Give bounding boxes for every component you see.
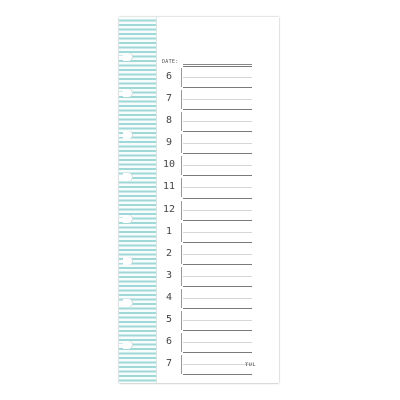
hour-rows xyxy=(157,66,279,375)
hour-divider xyxy=(181,134,182,153)
half-hour-line[interactable] xyxy=(183,232,252,233)
hour-row[interactable] xyxy=(157,287,279,309)
hour-divider xyxy=(181,223,182,242)
hour-row[interactable] xyxy=(157,353,279,375)
hour-label: 9 xyxy=(165,137,173,149)
hour-label: 1 xyxy=(165,225,173,237)
hour-label: 7 xyxy=(165,93,173,105)
notch-slot xyxy=(119,92,125,95)
hour-row[interactable] xyxy=(157,132,279,154)
hour-label: 6 xyxy=(165,71,173,82)
half-hour-line[interactable] xyxy=(183,121,252,122)
notch-slot xyxy=(119,134,125,137)
half-hour-line[interactable] xyxy=(183,165,252,166)
hour-divider xyxy=(181,267,182,286)
hour-divider xyxy=(181,333,182,352)
half-hour-line[interactable] xyxy=(183,77,252,78)
hour-row[interactable] xyxy=(157,176,279,198)
half-hour-line[interactable] xyxy=(183,364,252,365)
hour-row[interactable] xyxy=(157,199,279,221)
hour-label: 7 xyxy=(165,358,173,370)
half-hour-line[interactable] xyxy=(183,99,252,100)
hour-row[interactable] xyxy=(157,221,279,243)
notch-slot xyxy=(119,260,125,263)
notch-slot xyxy=(119,344,125,347)
hour-rule-top xyxy=(183,66,252,67)
binding-stripe xyxy=(119,17,156,383)
half-hour-line[interactable] xyxy=(183,254,252,255)
hour-divider xyxy=(181,68,182,87)
hour-divider xyxy=(181,178,182,197)
hour-row[interactable] xyxy=(157,66,279,88)
hour-row[interactable] xyxy=(157,154,279,176)
hour-divider xyxy=(181,112,182,131)
hour-row[interactable] xyxy=(157,265,279,287)
half-hour-line[interactable] xyxy=(183,320,252,321)
hour-label: 5 xyxy=(165,314,173,326)
hour-divider xyxy=(181,245,182,264)
half-hour-line[interactable] xyxy=(183,210,252,211)
planner-page xyxy=(119,17,279,383)
notch-slot xyxy=(119,56,125,59)
hour-label: 4 xyxy=(165,291,173,303)
hour-label: 6 xyxy=(165,336,173,348)
date-write-line[interactable] xyxy=(183,64,252,65)
hour-row[interactable] xyxy=(157,243,279,265)
hour-divider xyxy=(181,311,182,330)
date-label: DATE: xyxy=(162,59,179,65)
half-hour-line[interactable] xyxy=(183,342,252,343)
brand-mark: TUL xyxy=(245,363,256,368)
hour-label: 2 xyxy=(165,247,173,259)
hour-row[interactable] xyxy=(157,110,279,132)
hour-label: 10 xyxy=(162,159,176,171)
notch-slot xyxy=(119,302,125,305)
half-hour-line[interactable] xyxy=(183,187,252,188)
hour-divider xyxy=(181,156,182,175)
hour-divider xyxy=(181,355,182,374)
notch-slot xyxy=(119,176,125,179)
hour-line[interactable] xyxy=(183,374,252,375)
half-hour-line[interactable] xyxy=(183,298,252,299)
hour-label: 8 xyxy=(165,115,173,127)
hour-label: 3 xyxy=(165,269,173,281)
hour-row[interactable] xyxy=(157,331,279,353)
hour-row[interactable] xyxy=(157,309,279,331)
hour-divider xyxy=(181,289,182,308)
hour-divider xyxy=(181,201,182,220)
hour-label: 12 xyxy=(162,203,176,215)
half-hour-line[interactable] xyxy=(183,276,252,277)
half-hour-line[interactable] xyxy=(183,143,252,144)
hour-label: 11 xyxy=(162,181,176,193)
hour-row[interactable] xyxy=(157,88,279,110)
hour-divider xyxy=(181,90,182,109)
notch-slot xyxy=(119,218,125,221)
